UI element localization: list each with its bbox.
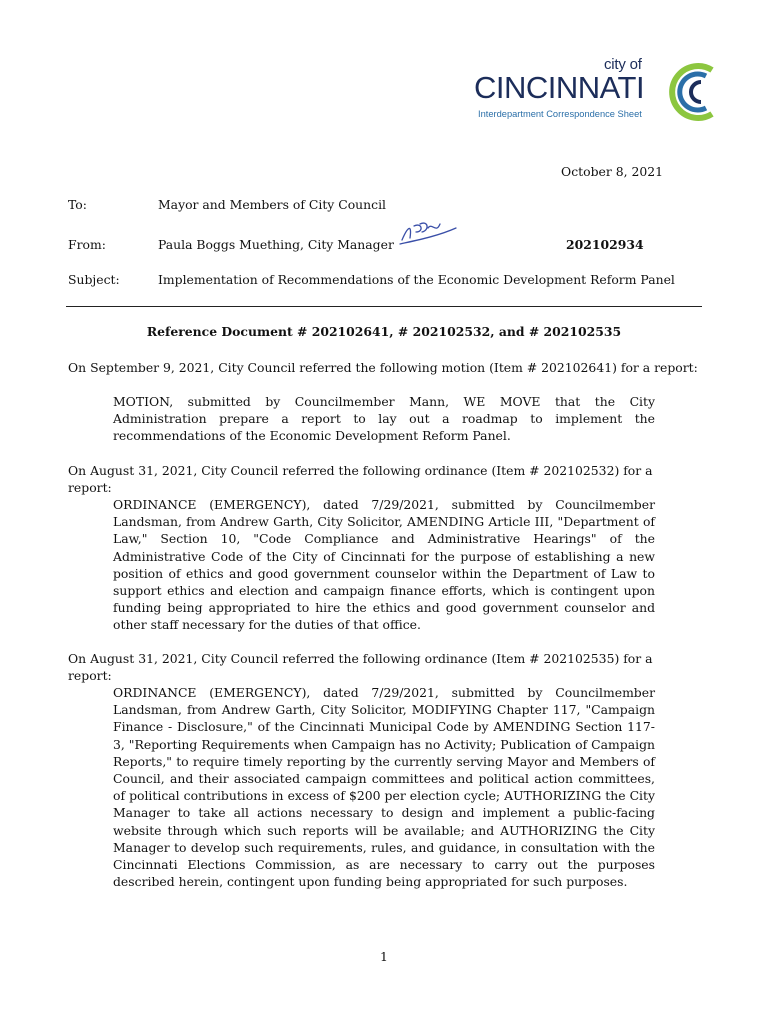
from-value: Paula Boggs Muething, City Manager [158,237,394,252]
reference-heading: Reference Document # 202102641, # 202102532, and # 202102535 [146,324,622,339]
from-label: From: [68,237,106,252]
city-logo [474,56,720,126]
header-divider [66,306,702,307]
paragraph-3-quote: ORDINANCE (EMERGENCY), dated 7/29/2021, submitted by Councilmember Landsman, from Andrew Garth, City Solicitor, MODIFYING Chapter 117, "Campaign Finance - Disclosure," of the Cincinnati Municipal Code by AMENDING Section 117-3, "Reporting Requirements when Campaign has no Activity; Publication of Campaign Reports," to require timely reporting by the currently serving Mayor and Members of Council, and their associated campaign committees and political action committees, of political contributions in excess of $200 per election cycle; AUTHORIZING the City Manager to take all actions necessary to design and implement a public-facing website through which such reports will be available; and AUTHORIZING the City Manager to develop such requirements, rules, and guidance, in consultation with the Cincinnati Elections Commission, as are necessary to carry out the purposes described herein, contingent upon funding being appropriated for such purposes. [113,685,655,890]
paragraph-1-intro: On September 9, 2021, City Council referred the following motion (Item # 202102641) for a report: [68,360,698,375]
logo-city-of: city of [604,56,642,73]
document-number: 202102934 [566,237,644,252]
to-value: Mayor and Members of City Council [158,197,386,212]
logo-swirl-icon [666,56,720,126]
page-number: 1 [380,949,388,964]
subject-value: Implementation of Recommendations of the Economic Development Reform Panel [158,272,675,287]
paragraph-2-intro: On August 31, 2021, City Council referred the following ordinance (Item # 202102532) for a report: [68,463,653,496]
memo-date: October 8, 2021 [561,164,663,179]
paragraph-2-quote: ORDINANCE (EMERGENCY), dated 7/29/2021, submitted by Councilmember Landsman, from Andrew Garth, City Solicitor, AMENDING Article III, "Department of Law," Section 10, "Code Compliance and Administrative Hearings" of the Administrative Code of the City of Cincinnati for the purpose of establishing a new position of ethics and good government counselor within the Department of Law to support ethics and election and campaign finance efforts, which is contingent upon funding being appropriated to hire the ethics and good government counselor and other staff necessary for the duties of that office. [113,497,655,633]
logo-name: CINCINNATI [474,70,645,105]
paragraph-3-intro: On August 31, 2021, City Council referred the following ordinance (Item # 202102535) for a report: [68,651,653,684]
logo-subtitle: Interdepartment Correspondence Sheet [478,109,642,119]
paragraph-1-quote: MOTION, submitted by Councilmember Mann, WE MOVE that the City Administration prepare a report to lay out a roadmap to implement the recommendations of the Economic Development Reform Panel. [113,394,655,444]
to-label: To: [68,197,87,212]
signature-initials [398,218,458,248]
subject-label: Subject: [68,272,120,287]
